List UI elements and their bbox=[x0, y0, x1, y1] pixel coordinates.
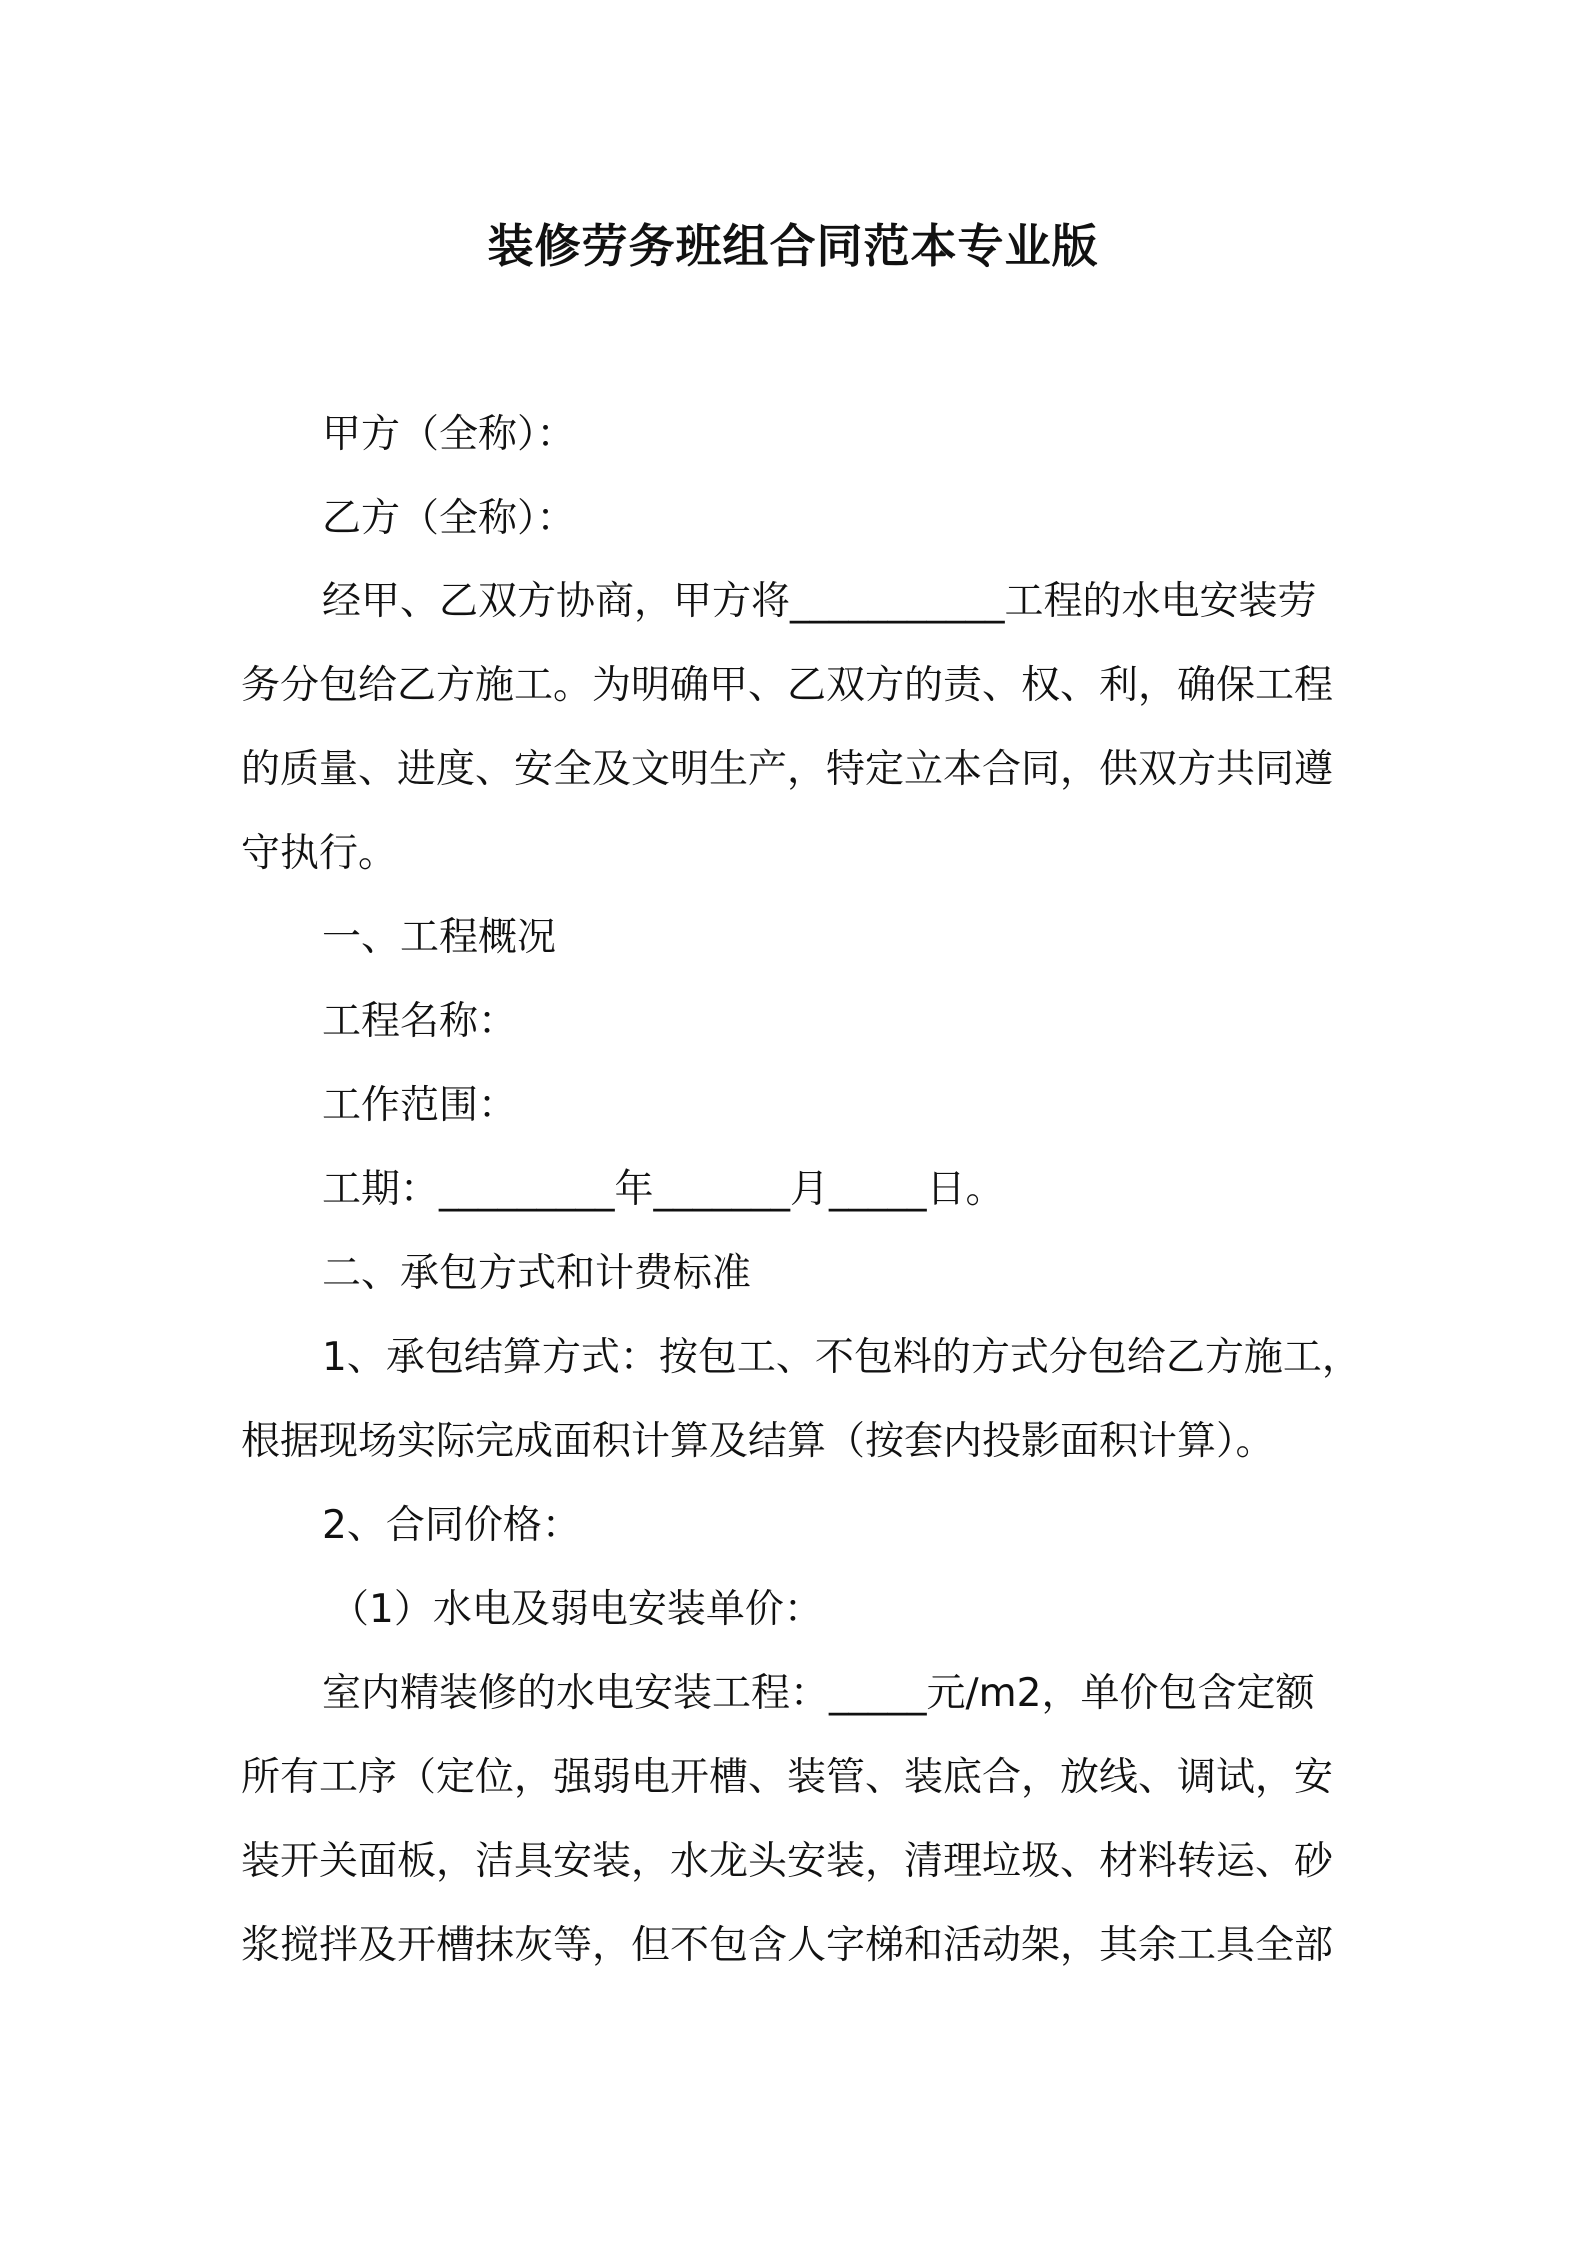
settlement-method-line-1: 1、承包结算方式：按包工、不包料的方式分包给乙方施工， bbox=[322, 1335, 1361, 1380]
document-title: 装修劳务班组合同范本专业版 bbox=[487, 219, 1099, 273]
party-b-line: 乙方（全称）： bbox=[322, 496, 576, 541]
section-heading-2: 二、承包方式和计费标准 bbox=[322, 1251, 752, 1296]
party-a-line: 甲方（全称）： bbox=[322, 412, 576, 457]
work-scope-line: 工作范围： bbox=[322, 1083, 518, 1128]
contract-price-heading: 2、合同价格： bbox=[322, 1503, 581, 1548]
intro-paragraph-line-4: 守执行。 bbox=[241, 831, 398, 876]
intro-paragraph-line-1: 经甲、乙双方协商，甲方将___________工程的水电安装劳 bbox=[322, 579, 1317, 624]
settlement-method-line-2: 根据现场实际完成面积计算及结算（按套内投影面积计算）。 bbox=[241, 1419, 1275, 1464]
project-name-line: 工程名称： bbox=[322, 999, 518, 1044]
section-heading-1: 一、工程概况 bbox=[322, 915, 557, 960]
unit-price-paragraph-line-3: 装开关面板，洁具安装，水龙头安装，清理垃圾、材料转运、砂 bbox=[241, 1839, 1334, 1884]
unit-price-paragraph-line-1: 室内精装修的水电安装工程：_____元/m2，单价包含定额 bbox=[322, 1671, 1315, 1716]
intro-paragraph-line-2: 务分包给乙方施工。为明确甲、乙双方的责、权、利，确保工程 bbox=[241, 663, 1334, 708]
duration-line: 工期：_________年_______月_____日。 bbox=[322, 1167, 1005, 1212]
unit-price-subheading: （1）水电及弱电安装单价： bbox=[330, 1587, 823, 1632]
intro-paragraph-line-3: 的质量、进度、安全及文明生产，特定立本合同，供双方共同遵 bbox=[241, 747, 1334, 792]
unit-price-paragraph-line-2: 所有工序（定位，强弱电开槽、装管、装底合，放线、调试，安 bbox=[241, 1755, 1334, 1800]
unit-price-paragraph-line-4: 浆搅拌及开槽抹灰等，但不包含人字梯和活动架，其余工具全部 bbox=[241, 1923, 1334, 1968]
